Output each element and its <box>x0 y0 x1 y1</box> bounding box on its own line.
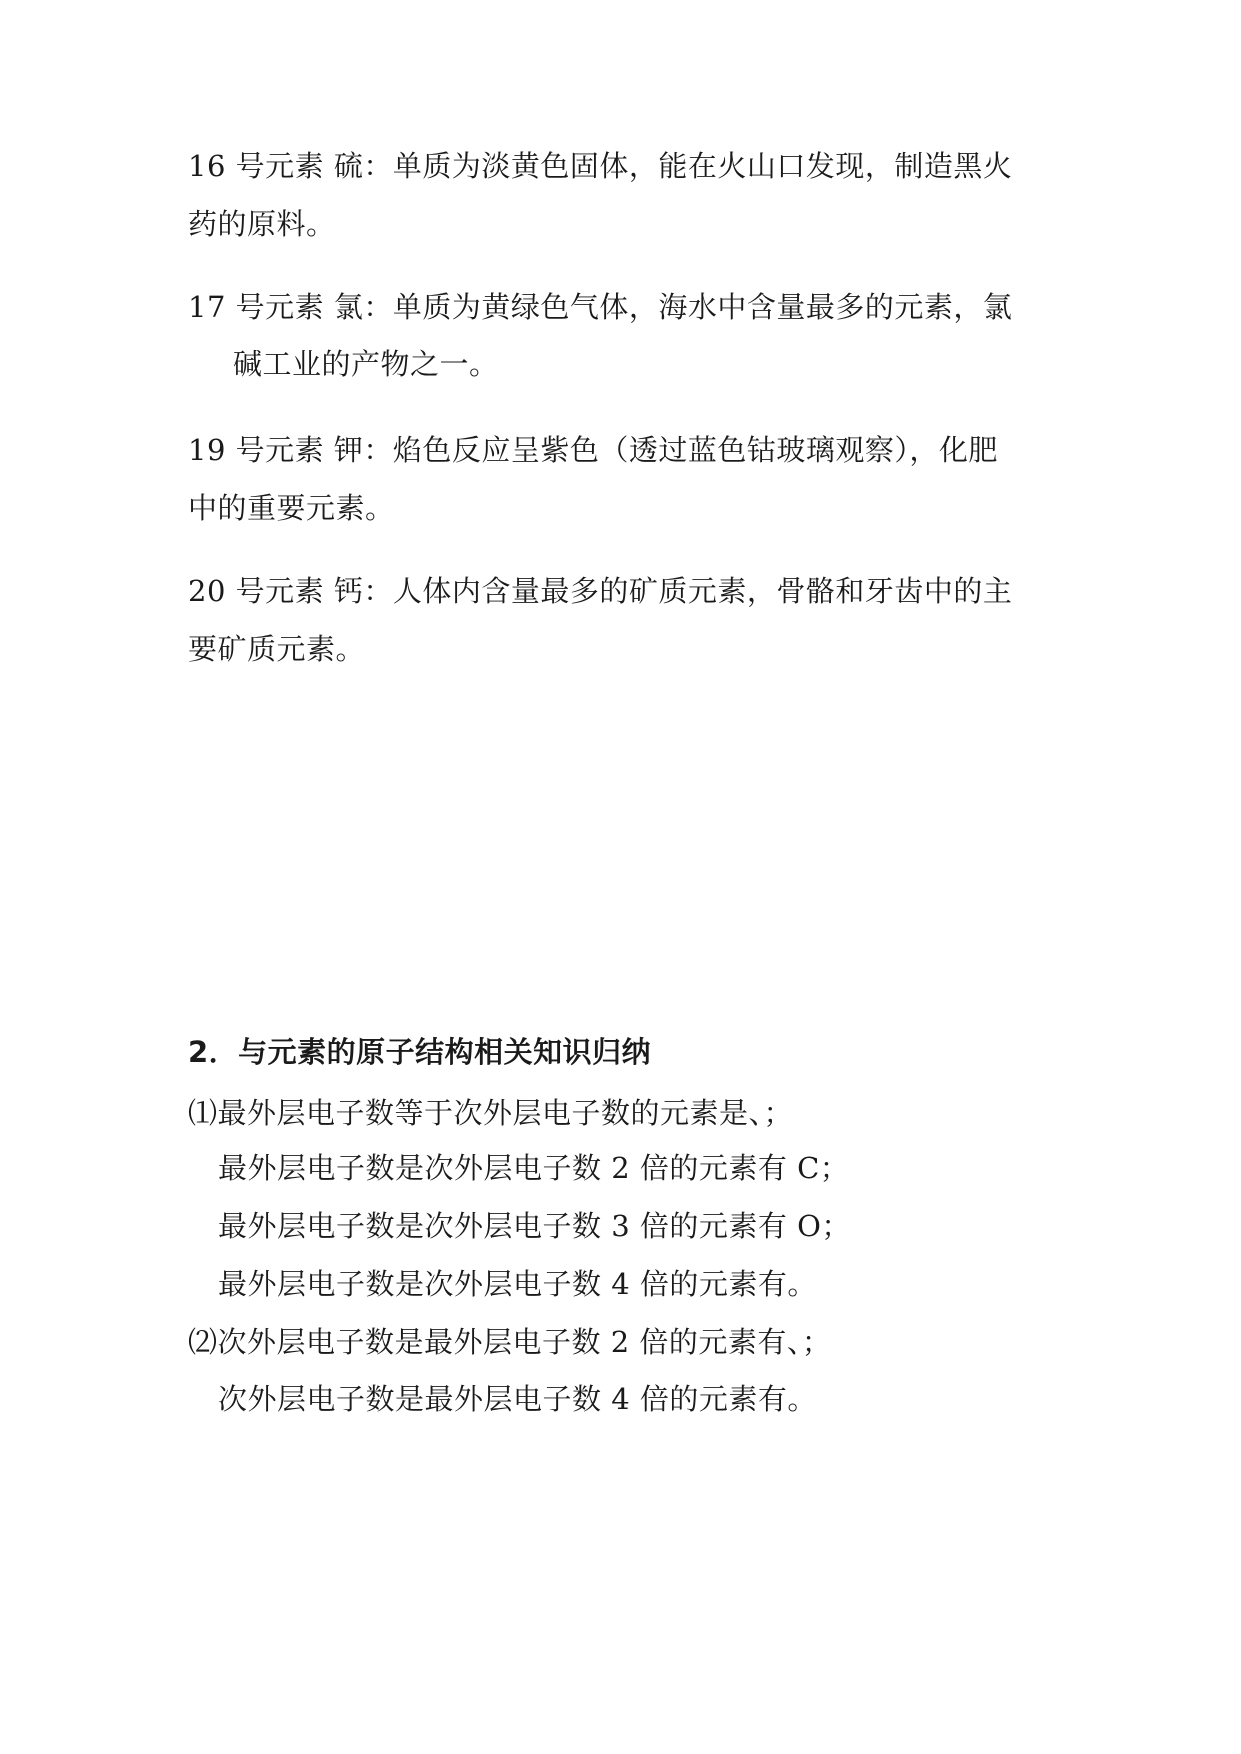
element-number: 17 号元素 <box>188 290 325 324</box>
element-16-line-2: 药的原料。 <box>188 207 336 241</box>
section-heading: 2．与元素的原子结构相关知识归纳 <box>188 1035 652 1069</box>
element-name: 钾 <box>333 433 364 467</box>
element-19-line-2: 中的重要元素。 <box>188 491 395 525</box>
element-19-line-1 <box>188 430 998 470</box>
element-name: 氯 <box>333 290 364 324</box>
element-20-line-1 <box>188 571 1012 611</box>
element-17-line-2: 碱工业的产物之一。 <box>233 347 499 381</box>
element-name: 硫 <box>333 149 364 183</box>
knowledge-item: 最外层电子数是次外层电子数 3 倍的元素有 O； <box>218 1209 851 1243</box>
element-number: 20 号元素 <box>188 574 325 608</box>
element-description: ：焰色反应呈紫色（透过蓝色钴玻璃观察），化肥 <box>363 433 998 467</box>
element-16-line-1 <box>188 146 1012 186</box>
element-17-line-1 <box>188 287 1012 327</box>
knowledge-item: 最外层电子数是次外层电子数 2 倍的元素有 C； <box>218 1151 850 1185</box>
knowledge-item: ⑴最外层电子数等于次外层电子数的元素是、； <box>188 1096 794 1130</box>
knowledge-item: 最外层电子数是次外层电子数 4 倍的元素有。 <box>218 1267 817 1301</box>
element-description: ：单质为淡黄色固体，能在火山口发现，制造黑火 <box>363 149 1013 183</box>
element-number: 19 号元素 <box>188 433 325 467</box>
element-description: ：单质为黄绿色气体，海水中含量最多的元素，氯 <box>363 290 1013 324</box>
element-number: 16 号元素 <box>188 149 325 183</box>
element-name: 钙 <box>333 574 364 608</box>
element-description: ：人体内含量最多的矿质元素，骨骼和牙齿中的主 <box>363 574 1013 608</box>
knowledge-item: 次外层电子数是最外层电子数 4 倍的元素有。 <box>218 1382 817 1416</box>
element-20-line-2: 要矿质元素。 <box>188 632 366 666</box>
knowledge-item: ⑵次外层电子数是最外层电子数 2 倍的元素有、； <box>188 1325 832 1359</box>
